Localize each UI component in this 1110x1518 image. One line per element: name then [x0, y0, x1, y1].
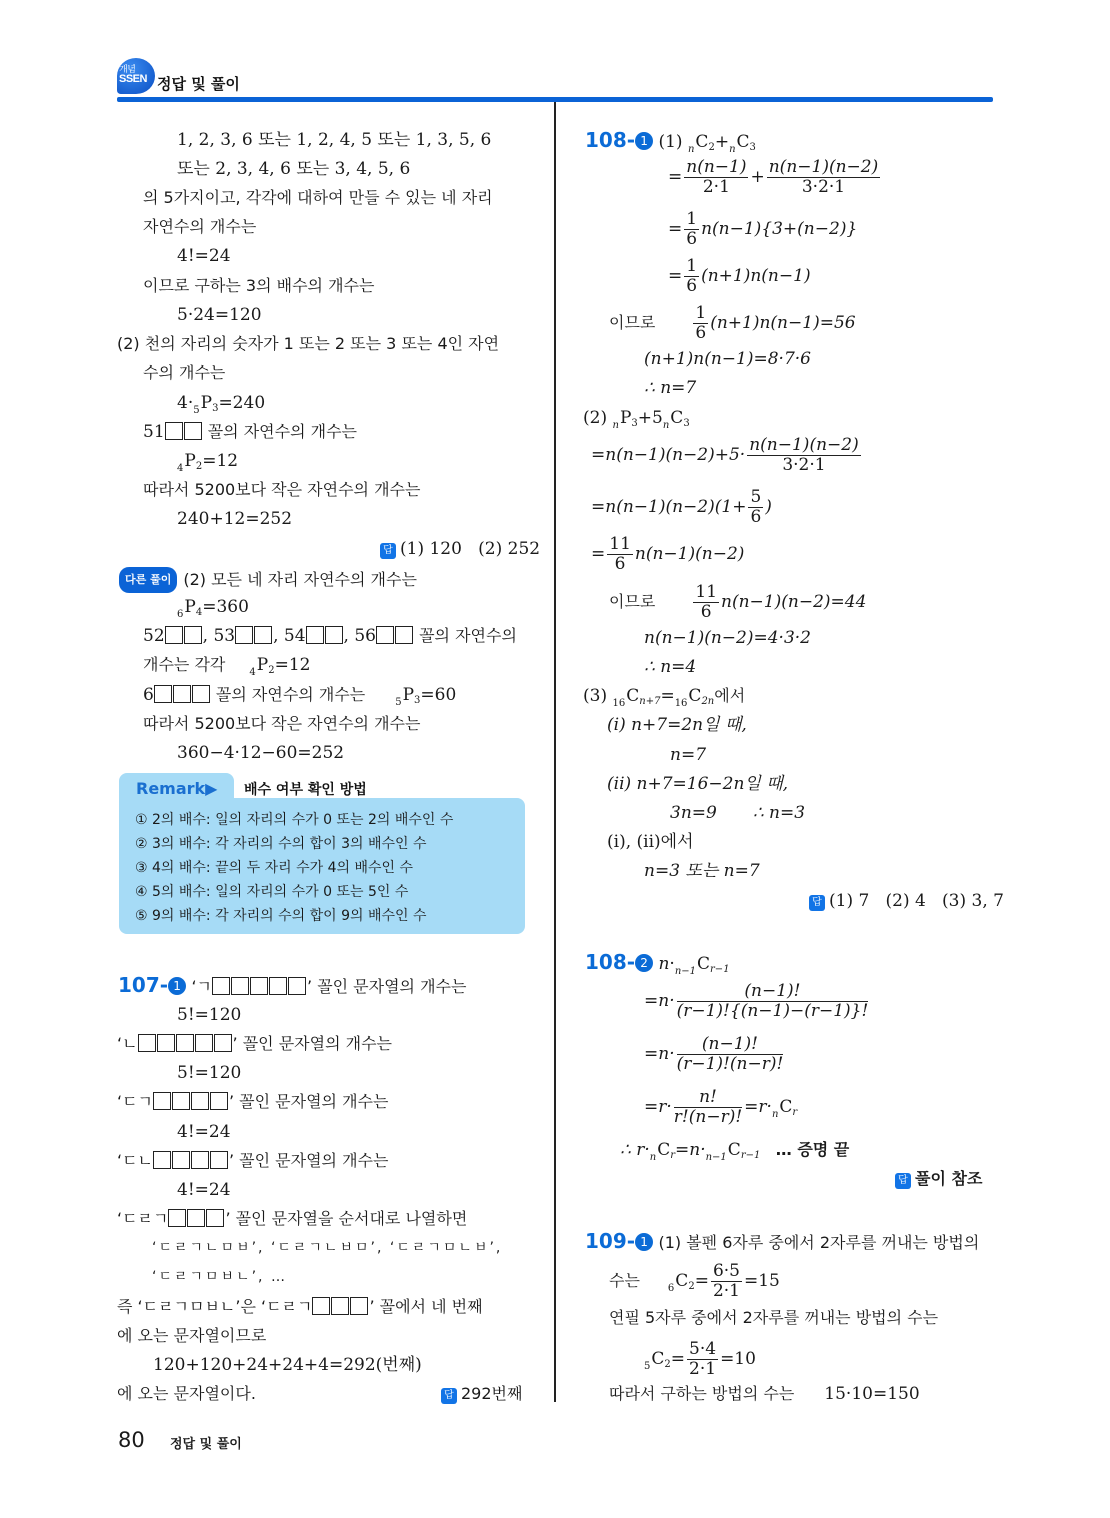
eq-part: P [184, 597, 196, 617]
equation [177, 450, 238, 478]
text-line: ‘ㄷㄹㄱㄴㅁㅂ’, ‘ㄷㄹㄱㄴㅂㅁ’, ‘ㄷㄹㄱㅁㄴㅂ’, [152, 1240, 503, 1256]
proof-end-text: … 증명 끝 [775, 1140, 850, 1159]
problem-109-1-header [585, 1230, 979, 1254]
eq-part: =n(n−1)(n−2)+5· [591, 445, 746, 465]
equation [609, 304, 856, 343]
equation: (i) n+7=2n일 때, [607, 715, 747, 735]
blank-box-icon [187, 1209, 205, 1227]
subquestion-line: (3) $_{16}C_{n+7}=_{16}C_{2n}$에서 [583, 686, 746, 709]
blank-box-icon [165, 626, 183, 644]
blank-box-icon [395, 626, 413, 644]
subquestion-label: (2) [583, 408, 608, 428]
equation: n=3 또는 n=7 [644, 861, 760, 881]
blank-box-icon [231, 977, 249, 995]
equation: 5!=120 [177, 1063, 242, 1083]
answer-line [809, 890, 1004, 912]
equation: 5!=120 [177, 1005, 242, 1025]
answer-text: 풀이 참조 [915, 1169, 983, 1188]
equation: = $\frac{1}{6}$ (n+1)n(n−1) [668, 256, 811, 296]
text-line: 따라서 5200보다 작은 자연수의 개수는 [143, 714, 421, 733]
blank-box-icon [210, 1151, 228, 1169]
blank-box-icon [306, 626, 324, 644]
eq-part: =12 [274, 655, 311, 675]
subquestion-line: (2) $_nP_3+5_nC_3$ [583, 408, 690, 431]
fraction: $\frac{n!}{r!(n-r)!}$ [673, 1087, 743, 1127]
text-part: (2) 모든 네 자리 자연수의 개수는 [183, 570, 417, 589]
fraction: $\frac{(n-1)!}{(r-1)!\{(n-1)-(r-1)\}!}$ [676, 981, 869, 1021]
equation: =n· $\frac{(n-1)!}{(r-1)!\{(n-1)-(r-1)\}!}$ [644, 981, 869, 1021]
equation: = $\frac{1}{6}$ n(n−1){3+(n−2)} [668, 209, 858, 249]
text-part: 즉 ‘ㄷㄹㄱㅁㅂㄴ’은 ‘ㄷㄹㄱ [117, 1297, 313, 1316]
answer-icon: 답 [895, 1173, 911, 1189]
equation: 4!=24 [177, 1122, 231, 1142]
blank-box-icon [288, 977, 306, 995]
text-line: (i), (ii)에서 [607, 832, 694, 852]
blank-box-icon [254, 626, 272, 644]
eq-part: P [200, 393, 213, 413]
eq-prescript: 4 [249, 667, 256, 678]
text-part: ‘ㄷㄹㄱ [117, 1209, 169, 1228]
text-part: 따라서 구하는 방법의 수는 [609, 1384, 795, 1403]
eq-part: ) [765, 497, 772, 517]
answer-icon: 답 [380, 543, 396, 559]
blank-box-icon [138, 1034, 156, 1052]
blank-box-icon [191, 1092, 209, 1110]
fraction: $\frac{11}{6}$ [609, 534, 631, 574]
equation: $_5C_2=$ $\frac{5\cdot 4}{2\cdot 1}$ =10 [644, 1339, 756, 1379]
equation: ∴ $r\cdot_nC_r=n\cdot_{n-1}C_{r-1}$ … 증명 끝 [620, 1140, 850, 1163]
blank-box-icon [184, 422, 202, 440]
equation: (ii) n+7=16−2n일 때, [607, 774, 789, 794]
blank-box-icon [376, 626, 394, 644]
eq-part: =240 [218, 393, 266, 413]
text-part: 꼴의 자연수의 개수는 [210, 685, 366, 704]
text-line: 의 5가지이고, 각각에 대하여 만들 수 있는 네 자리 [143, 188, 493, 207]
blank-box-icon [192, 685, 210, 703]
eq-part: =15 [743, 1271, 780, 1291]
blank-box-icon [165, 422, 183, 440]
equation [591, 488, 772, 527]
problem-107-1-header [118, 974, 466, 998]
fraction: $\frac{(n-1)!}{(r-1)!(n-r)!}$ [676, 1034, 784, 1074]
remark-item: ③ 4의 배수: 끝의 두 자리 수가 4의 배수인 수 [135, 860, 413, 876]
equation: n(n−1)(n−2)=4·3·2 [644, 628, 811, 648]
blank-box-icon [172, 1092, 190, 1110]
eq-part: 3n=9 [670, 803, 717, 823]
text-part: ‘ㄴ [117, 1034, 138, 1053]
circled-number-icon: 1 [168, 977, 186, 995]
blank-box-icon [250, 977, 268, 995]
remark-item: ① 2의 배수: 일의 자리의 수가 0 또는 2의 배수인 수 [135, 812, 454, 828]
eq-part: n(n−1)(n−2) [634, 544, 745, 564]
fraction: $\frac{11}{6}$ [695, 582, 718, 622]
problem-number: 107- [118, 973, 169, 997]
eq-part: =10 [720, 1349, 756, 1369]
blank-box-icon [350, 1297, 368, 1315]
eq-part: , 56 [343, 626, 376, 646]
text-line [143, 684, 456, 712]
eq-part: , 54 [273, 626, 306, 646]
equation: 120+120+24+24+4=292(번째) [153, 1355, 422, 1375]
text-line: 자연수의 개수는 [143, 217, 257, 236]
remark-item: ④ 5의 배수: 일의 자리의 수가 0 또는 5인 수 [135, 884, 409, 900]
header-title: 정답 및 풀이 [157, 75, 240, 93]
equation [670, 802, 805, 824]
equation: n=7 [670, 745, 707, 765]
problem-108-1-header: 108- 1 (1) $_nC_2+_nC_3$ [585, 128, 756, 155]
eq-part: P [256, 655, 269, 675]
problem-number: 109- [585, 1229, 636, 1253]
eq-part: P [184, 451, 196, 471]
equation: 5·24=120 [177, 305, 262, 325]
page-number: 80 [118, 1428, 145, 1452]
text-part: 꼴의 자연수의 개수는 [202, 422, 358, 441]
text-line: 따라서 5200보다 작은 자연수의 개수는 [143, 480, 421, 499]
equation: 360−4·12−60=252 [177, 743, 345, 763]
blank-box-icon [269, 977, 287, 995]
equation [591, 436, 863, 475]
eq-part: =60 [420, 685, 457, 705]
equation [177, 392, 265, 420]
logo-bottom-text: SSEN [119, 73, 147, 85]
eq-part: ∴ n=3 [752, 803, 806, 823]
problem-number: 108- [585, 128, 636, 152]
text-line: 에 오는 문자열이다. [117, 1384, 256, 1403]
eq-part: 15·10=150 [824, 1384, 920, 1404]
equation: = $\frac{11}{6}$ n(n−1)(n−2) [591, 534, 745, 574]
text-part: ’ 꼴인 문자열의 개수는 [307, 977, 467, 996]
logo-top-text: 개념 [119, 64, 136, 74]
blank-box-icon [176, 1034, 194, 1052]
eq-part: 4· [177, 393, 194, 413]
blank-box-icon [184, 626, 202, 644]
eq-part: n(n−1){3+(n−2)} [701, 219, 858, 239]
text-part: ’ 꼴에서 네 번째 [369, 1297, 483, 1316]
text-part: 꼴의 자연수의 [414, 626, 517, 645]
text-part: 이므로 [609, 313, 656, 332]
logo-badge [117, 58, 155, 94]
problem-108-2-header: 108- 2 $n\cdot_{n-1}C_{r-1}$ [585, 950, 730, 977]
eq-part: =n(n−1)(n−2)(1+ [591, 497, 747, 517]
eq-part: =360 [202, 597, 249, 617]
page-header [117, 58, 997, 98]
text-line [143, 421, 357, 443]
text-part: ‘ㄱ [191, 977, 213, 996]
text-line: 이므로 구하는 3의 배수의 개수는 [143, 276, 375, 295]
equation [609, 583, 866, 622]
text-part: (1) 볼펜 6자루 중에서 2자루를 꺼내는 방법의 [658, 1233, 980, 1252]
eq-subscript: 3 [414, 695, 421, 706]
remark-title: 배수 여부 확인 방법 [244, 782, 367, 798]
text-part: ’ 꼴인 문자열의 개수는 [232, 1034, 392, 1053]
equation: 4!=24 [177, 246, 231, 266]
text-line: 에 오는 문자열이므로 [117, 1326, 267, 1345]
text-line [609, 1383, 920, 1405]
blank-box-icon [172, 1151, 190, 1169]
alt-solution-line [119, 567, 417, 593]
blank-box-icon [153, 1151, 171, 1169]
text-part: 에서 [714, 686, 746, 705]
blank-box-icon [168, 1209, 186, 1227]
remark-item: ⑤ 9의 배수: 각 자리의 수의 합이 9의 배수인 수 [135, 908, 427, 924]
eq-part: , 53 [202, 626, 236, 646]
text-line [117, 1208, 467, 1230]
text-line: 수의 개수는 [143, 363, 226, 382]
text-line: 1, 2, 3, 6 또는 1, 2, 4, 5 또는 1, 3, 5, 6 [177, 130, 492, 150]
answer-text: (1) 120 (2) 252 [400, 539, 541, 559]
equation: 4!=24 [177, 1180, 231, 1200]
blank-box-icon [153, 1092, 171, 1110]
fraction: $\frac{1}{6}$ [695, 303, 707, 343]
footer-title: 정답 및 풀이 [170, 1437, 242, 1452]
text-part: 수는 [609, 1271, 640, 1290]
fraction: $\frac{5}{6}$ [750, 487, 762, 527]
circled-number-icon: 2 [635, 954, 653, 972]
eq-part: n(n−1)(n−2)=44 [721, 592, 867, 612]
circled-number-icon: 1 [635, 1233, 653, 1251]
answer-text: (1) 7 (2) 4 (3) 3, 7 [829, 891, 1004, 911]
eq-prescript: 6 [177, 609, 184, 620]
equation: 240+12=252 [177, 509, 293, 529]
fraction: $\frac{6\cdot 5}{2\cdot 1}$ [712, 1261, 740, 1301]
eq-prescript: 5 [395, 697, 402, 708]
blank-box-icon [157, 1034, 175, 1052]
answer-icon: 답 [809, 895, 825, 911]
alt-solution-badge: 다른 풀이 [119, 567, 177, 593]
eq-part: =12 [202, 451, 239, 471]
text-part: ’ 꼴인 문자열의 개수는 [229, 1092, 389, 1111]
column-divider [554, 102, 556, 1402]
answer-text: 292번째 [461, 1384, 523, 1403]
text-line [117, 1296, 483, 1318]
remark-label: Remark▶ [136, 779, 218, 798]
subquestion-label: (1) [658, 132, 683, 152]
eq-part: 51 [143, 422, 165, 442]
text-line [117, 1091, 388, 1113]
equation: = $\frac{n(n-1)}{2\cdot 1}$ + $\frac{n(n-1)(n-2)}{3\cdot 2\cdot 1}$ [668, 157, 879, 197]
blank-box-icon [214, 1034, 232, 1052]
equation: ∴ n=4 [644, 657, 697, 677]
blank-box-icon [154, 685, 172, 703]
blank-box-icon [206, 1209, 224, 1227]
fraction: $\frac{1}{6}$ [686, 209, 698, 249]
text-part: 이므로 [609, 592, 656, 611]
fraction: $\frac{n(n-1)(n-2)}{3\cdot 2\cdot 1}$ [768, 157, 879, 197]
text-part: ‘ㄷㄴ [117, 1151, 153, 1170]
text-line: 연필 5자루 중에서 2자루를 꺼내는 방법의 수는 [609, 1308, 939, 1327]
equation: ∴ n=7 [644, 378, 697, 398]
eq-subscript: 2 [268, 665, 275, 676]
blank-box-icon [173, 685, 191, 703]
eq-subscript: 4 [195, 607, 203, 618]
blank-box-icon [210, 1092, 228, 1110]
eq-part: (n+1)n(n−1)=56 [710, 313, 856, 333]
text-line: (2) 천의 자리의 숫자가 1 또는 2 또는 3 또는 4인 자연 [117, 334, 500, 353]
blank-box-icon [331, 1297, 349, 1315]
blank-box-icon [325, 626, 343, 644]
problem-number: 108- [585, 950, 636, 974]
text-line [143, 625, 517, 647]
blank-box-icon [312, 1297, 330, 1315]
equation: (n+1)n(n−1)=8·7·6 [644, 349, 811, 369]
answer-icon: 답 [441, 1388, 457, 1404]
blank-box-icon [195, 1034, 213, 1052]
text-line [117, 1150, 388, 1172]
eq-part: 6 [143, 685, 154, 705]
fraction: $\frac{1}{6}$ [686, 256, 698, 296]
text-part: ‘ㄷㄱ [117, 1092, 153, 1111]
text-part: ’ 꼴인 문자열의 개수는 [229, 1151, 389, 1170]
fraction: $\frac{n(n-1)}{2\cdot 1}$ [686, 157, 747, 197]
text-part: ’ 꼴인 문자열을 순서대로 나열하면 [225, 1209, 468, 1228]
text-part: 개수는 각각 [143, 655, 226, 674]
text-line [117, 1033, 392, 1055]
equation: =n· $\frac{(n-1)!}{(r-1)!(n-r)!}$ [644, 1034, 784, 1074]
blank-box-icon [235, 626, 253, 644]
text-line: ‘ㄷㄹㄱㅁㅂㄴ’, … [152, 1269, 287, 1285]
eq-prescript: 5 [193, 405, 200, 416]
eq-part: (n+1)n(n−1) [701, 266, 811, 286]
blank-box-icon [191, 1151, 209, 1169]
text-line [143, 654, 310, 682]
blank-box-icon [212, 977, 230, 995]
answer-line [380, 538, 540, 560]
eq-part: 52 [143, 626, 165, 646]
equation: 수는 $_6C_2=$ $\frac{6\cdot 5}{2\cdot 1}$ =15 [609, 1261, 780, 1301]
equation: =r· $\frac{n!}{r!(n-r)!}$ $=r\cdot_nC_r$ [644, 1087, 798, 1127]
eq-subscript: 2 [195, 461, 203, 472]
fraction: $\frac{n(n-1)(n-2)}{3\cdot 2\cdot 1}$ [749, 435, 859, 475]
answer-line [895, 1168, 982, 1190]
remark-item: ② 3의 배수: 각 자리의 수의 합이 3의 배수인 수 [135, 836, 427, 852]
equation [177, 596, 249, 624]
text-line: 또는 2, 3, 4, 6 또는 3, 4, 5, 6 [177, 159, 411, 179]
subquestion-label: (3) [583, 686, 608, 706]
circled-number-icon: 1 [635, 132, 653, 150]
fraction: $\frac{5\cdot 4}{2\cdot 1}$ [689, 1339, 717, 1379]
eq-part: P [402, 685, 415, 705]
answer-line [441, 1383, 522, 1405]
eq-prescript: 4 [177, 463, 184, 474]
eq-subscript: 3 [212, 403, 219, 414]
